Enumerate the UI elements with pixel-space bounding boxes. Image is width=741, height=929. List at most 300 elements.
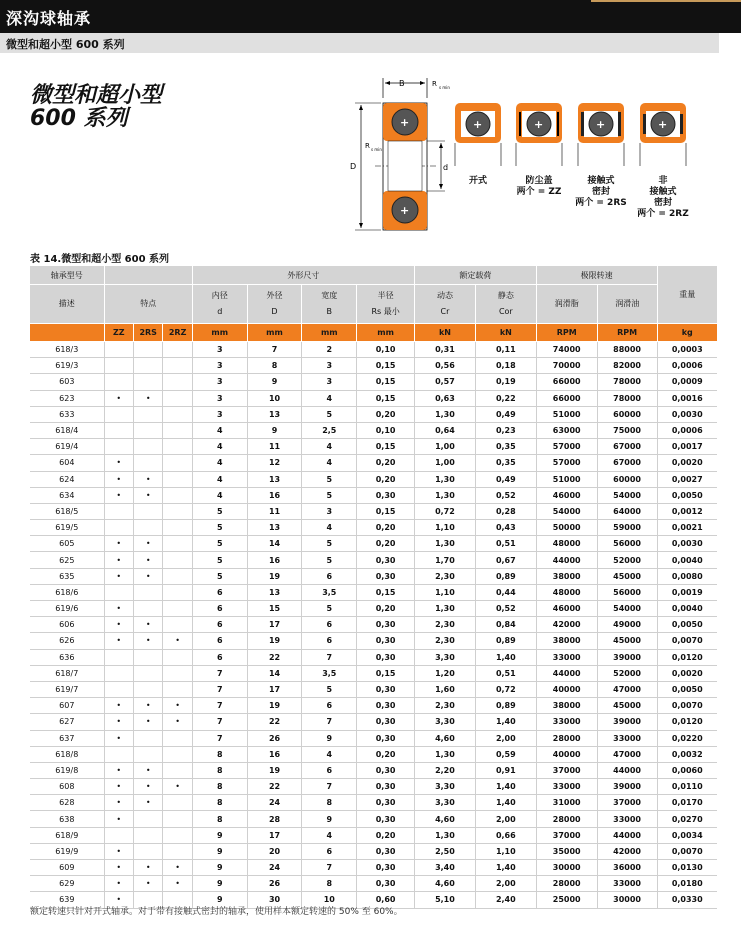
table-cell: 0,0170 bbox=[657, 795, 717, 811]
table-cell: 38000 bbox=[536, 633, 597, 649]
table-cell: 17 bbox=[247, 681, 302, 697]
table-cell bbox=[133, 406, 162, 422]
unit-cell: RPM bbox=[536, 324, 597, 342]
table-cell: 0,0120 bbox=[657, 649, 717, 665]
table-cell bbox=[163, 358, 192, 374]
group-header-dims: 外形尺寸 bbox=[192, 266, 414, 285]
table-cell: 10 bbox=[247, 390, 302, 406]
table-cell: 0,0060 bbox=[657, 762, 717, 778]
table-cell: 9 bbox=[247, 422, 302, 438]
table-cell: 0,11 bbox=[475, 342, 536, 358]
table-cell: 0,30 bbox=[357, 681, 415, 697]
table-cell: 0,35 bbox=[475, 439, 536, 455]
table-cell: • bbox=[104, 601, 133, 617]
table-cell: 13 bbox=[247, 520, 302, 536]
table-cell: 66000 bbox=[536, 390, 597, 406]
table-cell: 14 bbox=[247, 536, 302, 552]
table-cell bbox=[133, 601, 162, 617]
table-cell: 0,30 bbox=[357, 730, 415, 746]
table-cell: 7 bbox=[192, 698, 247, 714]
table-cell: 0,63 bbox=[415, 390, 476, 406]
table-cell: 1,40 bbox=[475, 649, 536, 665]
table-cell: 0,0009 bbox=[657, 374, 717, 390]
table-cell: 44000 bbox=[536, 665, 597, 681]
table-row bbox=[30, 779, 717, 795]
table-cell bbox=[163, 617, 192, 633]
col-header-r-label: 半径 bbox=[377, 291, 394, 300]
table-cell: 15 bbox=[247, 601, 302, 617]
table-cell: 13 bbox=[247, 406, 302, 422]
table-cell: 0,0020 bbox=[657, 455, 717, 471]
table-cell: 2,00 bbox=[475, 730, 536, 746]
table-cell: 33000 bbox=[536, 714, 597, 730]
col-header-desc: 描述 bbox=[30, 285, 104, 324]
table-row bbox=[30, 860, 717, 876]
table-cell: 75000 bbox=[597, 422, 657, 438]
table-cell bbox=[163, 390, 192, 406]
table-cell: 38000 bbox=[536, 698, 597, 714]
table-cell: 6 bbox=[302, 633, 357, 649]
table-cell bbox=[133, 374, 162, 390]
table-row bbox=[30, 406, 717, 422]
bearing-model-cell: 618/6 bbox=[30, 584, 104, 600]
table-cell: 3 bbox=[192, 406, 247, 422]
table-cell bbox=[163, 455, 192, 471]
table-cell: 0,0080 bbox=[657, 568, 717, 584]
table-cell: 0,35 bbox=[475, 455, 536, 471]
col-header-d-symbol: d bbox=[217, 307, 223, 316]
table-cell: 0,60 bbox=[357, 892, 415, 908]
table-cell: 37000 bbox=[536, 827, 597, 843]
table-cell: 64000 bbox=[597, 503, 657, 519]
table-row bbox=[30, 342, 717, 358]
svg-text:+: + bbox=[400, 116, 410, 129]
caption-contact-line2: 密封 bbox=[591, 187, 610, 197]
table-cell: 0,0330 bbox=[657, 892, 717, 908]
table-cell: • bbox=[104, 795, 133, 811]
table-cell: 1,70 bbox=[415, 552, 476, 568]
caption-contact bbox=[569, 176, 633, 209]
table-cell: 0,19 bbox=[475, 374, 536, 390]
table-cell: • bbox=[104, 390, 133, 406]
bearing-model-cell: 609 bbox=[30, 860, 104, 876]
table-row bbox=[30, 681, 717, 697]
table-cell: 25000 bbox=[536, 892, 597, 908]
table-cell: 8 bbox=[192, 795, 247, 811]
table-cell: 6 bbox=[192, 584, 247, 600]
table-cell: 4,60 bbox=[415, 730, 476, 746]
table-cell: 6 bbox=[302, 568, 357, 584]
table-cell: 4,60 bbox=[415, 876, 476, 892]
table-cell: 0,57 bbox=[415, 374, 476, 390]
table-cell: 0,89 bbox=[475, 633, 536, 649]
table-row bbox=[30, 730, 717, 746]
table-cell: 19 bbox=[247, 698, 302, 714]
table-cell: 5 bbox=[192, 552, 247, 568]
table-cell: • bbox=[133, 552, 162, 568]
table-cell: 48000 bbox=[536, 536, 597, 552]
unit-cell: 2RZ bbox=[163, 324, 192, 342]
table-cell bbox=[163, 568, 192, 584]
page-subtitle: 微型和超小型 600 系列 bbox=[6, 38, 125, 51]
table-cell: 5 bbox=[302, 471, 357, 487]
table-cell: 6 bbox=[192, 633, 247, 649]
table-cell bbox=[163, 746, 192, 762]
table-cell: 8 bbox=[192, 779, 247, 795]
table-cell: • bbox=[133, 390, 162, 406]
table-cell bbox=[104, 374, 133, 390]
col-header-cr-symbol: Cr bbox=[440, 307, 450, 316]
table-cell: 9 bbox=[247, 374, 302, 390]
table-cell: 0,44 bbox=[475, 584, 536, 600]
bearing-model-cell: 635 bbox=[30, 568, 104, 584]
table-cell: 14 bbox=[247, 665, 302, 681]
table-cell: • bbox=[104, 552, 133, 568]
shielded-bearing-icon bbox=[516, 103, 562, 166]
table-cell: 19 bbox=[247, 633, 302, 649]
radius-label-side: R bbox=[365, 142, 370, 150]
table-cell: 20 bbox=[247, 843, 302, 859]
table-cell: • bbox=[133, 487, 162, 503]
table-cell: 16 bbox=[247, 552, 302, 568]
table-cell: 51000 bbox=[536, 471, 597, 487]
table-cell bbox=[163, 520, 192, 536]
table-cell: 0,15 bbox=[357, 665, 415, 681]
table-cell: 3,30 bbox=[415, 649, 476, 665]
table-cell bbox=[163, 730, 192, 746]
table-cell: 4 bbox=[302, 439, 357, 455]
table-row bbox=[30, 439, 717, 455]
bearing-model-cell: 626 bbox=[30, 633, 104, 649]
table-cell: 13 bbox=[247, 584, 302, 600]
table-cell bbox=[163, 762, 192, 778]
table-cell: 0,30 bbox=[357, 860, 415, 876]
table-row bbox=[30, 649, 717, 665]
table-cell: 26 bbox=[247, 730, 302, 746]
caption-open: 开式 bbox=[468, 176, 487, 186]
table-cell bbox=[133, 665, 162, 681]
table-cell: 0,10 bbox=[357, 342, 415, 358]
table-cell: 0,30 bbox=[357, 617, 415, 633]
table-cell bbox=[104, 406, 133, 422]
table-cell: 0,0019 bbox=[657, 584, 717, 600]
bearing-model-cell: 628 bbox=[30, 795, 104, 811]
table-cell bbox=[133, 358, 162, 374]
table-cell: • bbox=[133, 876, 162, 892]
table-cell: 40000 bbox=[536, 681, 597, 697]
table-cell: 5 bbox=[302, 552, 357, 568]
table-cell: • bbox=[104, 860, 133, 876]
table-row bbox=[30, 876, 717, 892]
group-header-speed: 极限转速 bbox=[536, 266, 657, 285]
table-cell: 0,72 bbox=[415, 503, 476, 519]
table-cell: • bbox=[133, 698, 162, 714]
bearing-model-cell: 618/8 bbox=[30, 746, 104, 762]
table-cell: • bbox=[133, 860, 162, 876]
table-cell: • bbox=[104, 811, 133, 827]
bearing-model-cell: 619/7 bbox=[30, 681, 104, 697]
table-cell: 8 bbox=[192, 811, 247, 827]
table-row bbox=[30, 568, 717, 584]
table-cell: 0,0070 bbox=[657, 633, 717, 649]
table-cell bbox=[133, 811, 162, 827]
table-cell: 60000 bbox=[597, 471, 657, 487]
table-cell: 2,20 bbox=[415, 762, 476, 778]
table-cell: 3,40 bbox=[415, 860, 476, 876]
bearing-model-cell: 618/7 bbox=[30, 665, 104, 681]
table-cell: 3 bbox=[302, 503, 357, 519]
table-cell: 0,20 bbox=[357, 536, 415, 552]
table-cell: 0,0020 bbox=[657, 665, 717, 681]
table-cell bbox=[133, 827, 162, 843]
table-cell: 0,30 bbox=[357, 843, 415, 859]
table-row bbox=[30, 520, 717, 536]
table-row bbox=[30, 390, 717, 406]
table-cell: 67000 bbox=[597, 455, 657, 471]
unit-cell: 2RS bbox=[133, 324, 162, 342]
bearing-model-cell: 618/3 bbox=[30, 342, 104, 358]
table-cell: 7 bbox=[192, 730, 247, 746]
table-cell: • bbox=[104, 843, 133, 859]
table-cell: 13 bbox=[247, 471, 302, 487]
table-cell: 0,0027 bbox=[657, 471, 717, 487]
table-cell bbox=[163, 552, 192, 568]
caption-noncontact-line1: 非 bbox=[658, 176, 668, 186]
table-cell: 1,60 bbox=[415, 681, 476, 697]
table-cell: 28000 bbox=[536, 730, 597, 746]
table-cell bbox=[104, 520, 133, 536]
table-cell: 0,30 bbox=[357, 714, 415, 730]
table-cell: 52000 bbox=[597, 552, 657, 568]
dim-label-d: d bbox=[443, 163, 449, 172]
table-cell: • bbox=[163, 860, 192, 876]
table-cell: 44000 bbox=[597, 827, 657, 843]
table-row bbox=[30, 552, 717, 568]
subtitle-bar bbox=[0, 33, 719, 53]
caption-noncontact-line3: 密封 bbox=[653, 198, 672, 208]
table-cell: 63000 bbox=[536, 422, 597, 438]
table-row bbox=[30, 795, 717, 811]
table-cell: 57000 bbox=[536, 455, 597, 471]
table-cell bbox=[163, 422, 192, 438]
table-cell bbox=[163, 439, 192, 455]
table-cell: 57000 bbox=[536, 439, 597, 455]
table-cell: 51000 bbox=[536, 406, 597, 422]
table-cell: 1,40 bbox=[475, 860, 536, 876]
table-cell: 6 bbox=[302, 698, 357, 714]
noncontact-seal-bearing-icon bbox=[640, 103, 686, 166]
table-cell: 0,0017 bbox=[657, 439, 717, 455]
table-cell: 0,49 bbox=[475, 471, 536, 487]
table-row bbox=[30, 374, 717, 390]
table-cell: 0,22 bbox=[475, 390, 536, 406]
table-cell bbox=[133, 843, 162, 859]
table-cell bbox=[163, 681, 192, 697]
table-cell: 0,0021 bbox=[657, 520, 717, 536]
table-cell: 3,30 bbox=[415, 779, 476, 795]
column-header-row bbox=[30, 285, 717, 324]
table-cell: 54000 bbox=[597, 601, 657, 617]
table-cell: 0,0070 bbox=[657, 698, 717, 714]
table-cell: 0,0012 bbox=[657, 503, 717, 519]
table-cell: 3,5 bbox=[302, 584, 357, 600]
table-cell: • bbox=[163, 633, 192, 649]
table-cell: 0,30 bbox=[357, 649, 415, 665]
table-cell: 4 bbox=[302, 455, 357, 471]
footnote: 额定转速只针对开式轴承。对于带有接触式密封的轴承，使用样本额定转速的 50% 至 60%。 bbox=[30, 907, 403, 917]
unit-cell: mm bbox=[302, 324, 357, 342]
table-cell: 0,0050 bbox=[657, 617, 717, 633]
group-header-row bbox=[30, 266, 717, 285]
table-cell: 4 bbox=[302, 520, 357, 536]
bearing-model-cell: 606 bbox=[30, 617, 104, 633]
table-cell: 0,59 bbox=[475, 746, 536, 762]
table-cell: 4 bbox=[192, 422, 247, 438]
table-cell: 0,20 bbox=[357, 746, 415, 762]
table-cell: 9 bbox=[192, 876, 247, 892]
table-cell bbox=[133, 520, 162, 536]
table-cell: 0,0006 bbox=[657, 422, 717, 438]
table-cell: 1,10 bbox=[415, 584, 476, 600]
table-cell: 1,30 bbox=[415, 471, 476, 487]
table-cell: 8 bbox=[192, 762, 247, 778]
table-cell: • bbox=[163, 779, 192, 795]
table-cell: 50000 bbox=[536, 520, 597, 536]
table-cell: 6 bbox=[192, 649, 247, 665]
table-cell: 4 bbox=[302, 746, 357, 762]
table-cell: 54000 bbox=[536, 503, 597, 519]
table-cell: 0,30 bbox=[357, 698, 415, 714]
table-cell: 60000 bbox=[597, 406, 657, 422]
table-cell: 0,20 bbox=[357, 827, 415, 843]
table-row bbox=[30, 811, 717, 827]
table-cell: 0,51 bbox=[475, 536, 536, 552]
table-cell bbox=[104, 439, 133, 455]
bearing-model-cell: 638 bbox=[30, 811, 104, 827]
table-row bbox=[30, 471, 717, 487]
table-row bbox=[30, 536, 717, 552]
table-cell bbox=[163, 795, 192, 811]
table-cell: 7 bbox=[247, 342, 302, 358]
table-cell: • bbox=[104, 698, 133, 714]
table-cell: 1,20 bbox=[415, 665, 476, 681]
table-cell: • bbox=[104, 617, 133, 633]
table-cell: • bbox=[104, 730, 133, 746]
table-cell bbox=[104, 746, 133, 762]
table-cell: 0,0030 bbox=[657, 406, 717, 422]
table-cell: 0,18 bbox=[475, 358, 536, 374]
table-cell: • bbox=[104, 455, 133, 471]
table-cell: 5 bbox=[302, 536, 357, 552]
series-heading bbox=[30, 84, 162, 130]
table-cell: 7 bbox=[192, 681, 247, 697]
table-cell: 6 bbox=[302, 617, 357, 633]
table-cell: 0,0130 bbox=[657, 860, 717, 876]
table-cell: 0,20 bbox=[357, 601, 415, 617]
table-cell: 0,0120 bbox=[657, 714, 717, 730]
table-cell: 78000 bbox=[597, 390, 657, 406]
table-cell: 37000 bbox=[536, 762, 597, 778]
unit-cell: RPM bbox=[597, 324, 657, 342]
table-cell: 0,84 bbox=[475, 617, 536, 633]
col-header-d bbox=[192, 285, 247, 324]
table-cell: 5 bbox=[302, 681, 357, 697]
table-cell: 0,28 bbox=[475, 503, 536, 519]
table-cell: 42000 bbox=[536, 617, 597, 633]
unit-cell: kN bbox=[475, 324, 536, 342]
table-cell: 0,23 bbox=[475, 422, 536, 438]
table-cell: 0,20 bbox=[357, 520, 415, 536]
bearing-model-cell: 619/6 bbox=[30, 601, 104, 617]
table-cell: 19 bbox=[247, 568, 302, 584]
table-cell: 49000 bbox=[597, 617, 657, 633]
table-cell bbox=[163, 342, 192, 358]
table-cell: 0,0110 bbox=[657, 779, 717, 795]
table-cell: 0,0030 bbox=[657, 536, 717, 552]
table-cell: 0,15 bbox=[357, 374, 415, 390]
table-cell: 82000 bbox=[597, 358, 657, 374]
table-cell: 0,20 bbox=[357, 471, 415, 487]
series-heading-line1: 微型和超小型 bbox=[30, 83, 163, 108]
col-header-cor bbox=[475, 285, 536, 324]
caption-contact-line3: 两个 = 2RS bbox=[575, 198, 627, 208]
table-cell: 31000 bbox=[536, 795, 597, 811]
table-cell: 46000 bbox=[536, 487, 597, 503]
table-cell: 59000 bbox=[597, 520, 657, 536]
svg-text:+: + bbox=[596, 118, 606, 131]
table-cell: 6 bbox=[302, 843, 357, 859]
table-cell: 6 bbox=[192, 617, 247, 633]
table-cell: • bbox=[104, 892, 133, 908]
radius-label-top: R bbox=[432, 80, 437, 88]
table-cell: 45000 bbox=[597, 568, 657, 584]
table-row bbox=[30, 503, 717, 519]
table-cell: 9 bbox=[192, 843, 247, 859]
table-cell: 0,66 bbox=[475, 827, 536, 843]
table-cell: 3 bbox=[192, 374, 247, 390]
table-cell bbox=[104, 358, 133, 374]
table-cell: • bbox=[133, 633, 162, 649]
table-cell: 24 bbox=[247, 860, 302, 876]
table-cell bbox=[163, 487, 192, 503]
table-cell: 36000 bbox=[597, 860, 657, 876]
table-cell: 47000 bbox=[597, 681, 657, 697]
table-cell: 19 bbox=[247, 762, 302, 778]
bearing-model-cell: 618/4 bbox=[30, 422, 104, 438]
table-cell: 5 bbox=[192, 568, 247, 584]
table-cell: 54000 bbox=[597, 487, 657, 503]
table-cell: 0,64 bbox=[415, 422, 476, 438]
table-cell: 46000 bbox=[536, 601, 597, 617]
bearing-model-cell: 624 bbox=[30, 471, 104, 487]
bearing-model-cell: 607 bbox=[30, 698, 104, 714]
group-header-load: 额定载荷 bbox=[415, 266, 537, 285]
table-cell: 0,91 bbox=[475, 762, 536, 778]
table-cell: 0,0180 bbox=[657, 876, 717, 892]
col-header-D-symbol: D bbox=[271, 307, 278, 316]
table-cell bbox=[104, 342, 133, 358]
table-cell: • bbox=[133, 714, 162, 730]
table-row bbox=[30, 617, 717, 633]
table-cell: 0,0032 bbox=[657, 746, 717, 762]
bearing-model-cell: 605 bbox=[30, 536, 104, 552]
bearing-model-cell: 625 bbox=[30, 552, 104, 568]
table-row bbox=[30, 714, 717, 730]
table-cell: 4,60 bbox=[415, 811, 476, 827]
table-cell: • bbox=[133, 536, 162, 552]
table-cell: 0,0040 bbox=[657, 552, 717, 568]
unit-cell: mm bbox=[192, 324, 247, 342]
